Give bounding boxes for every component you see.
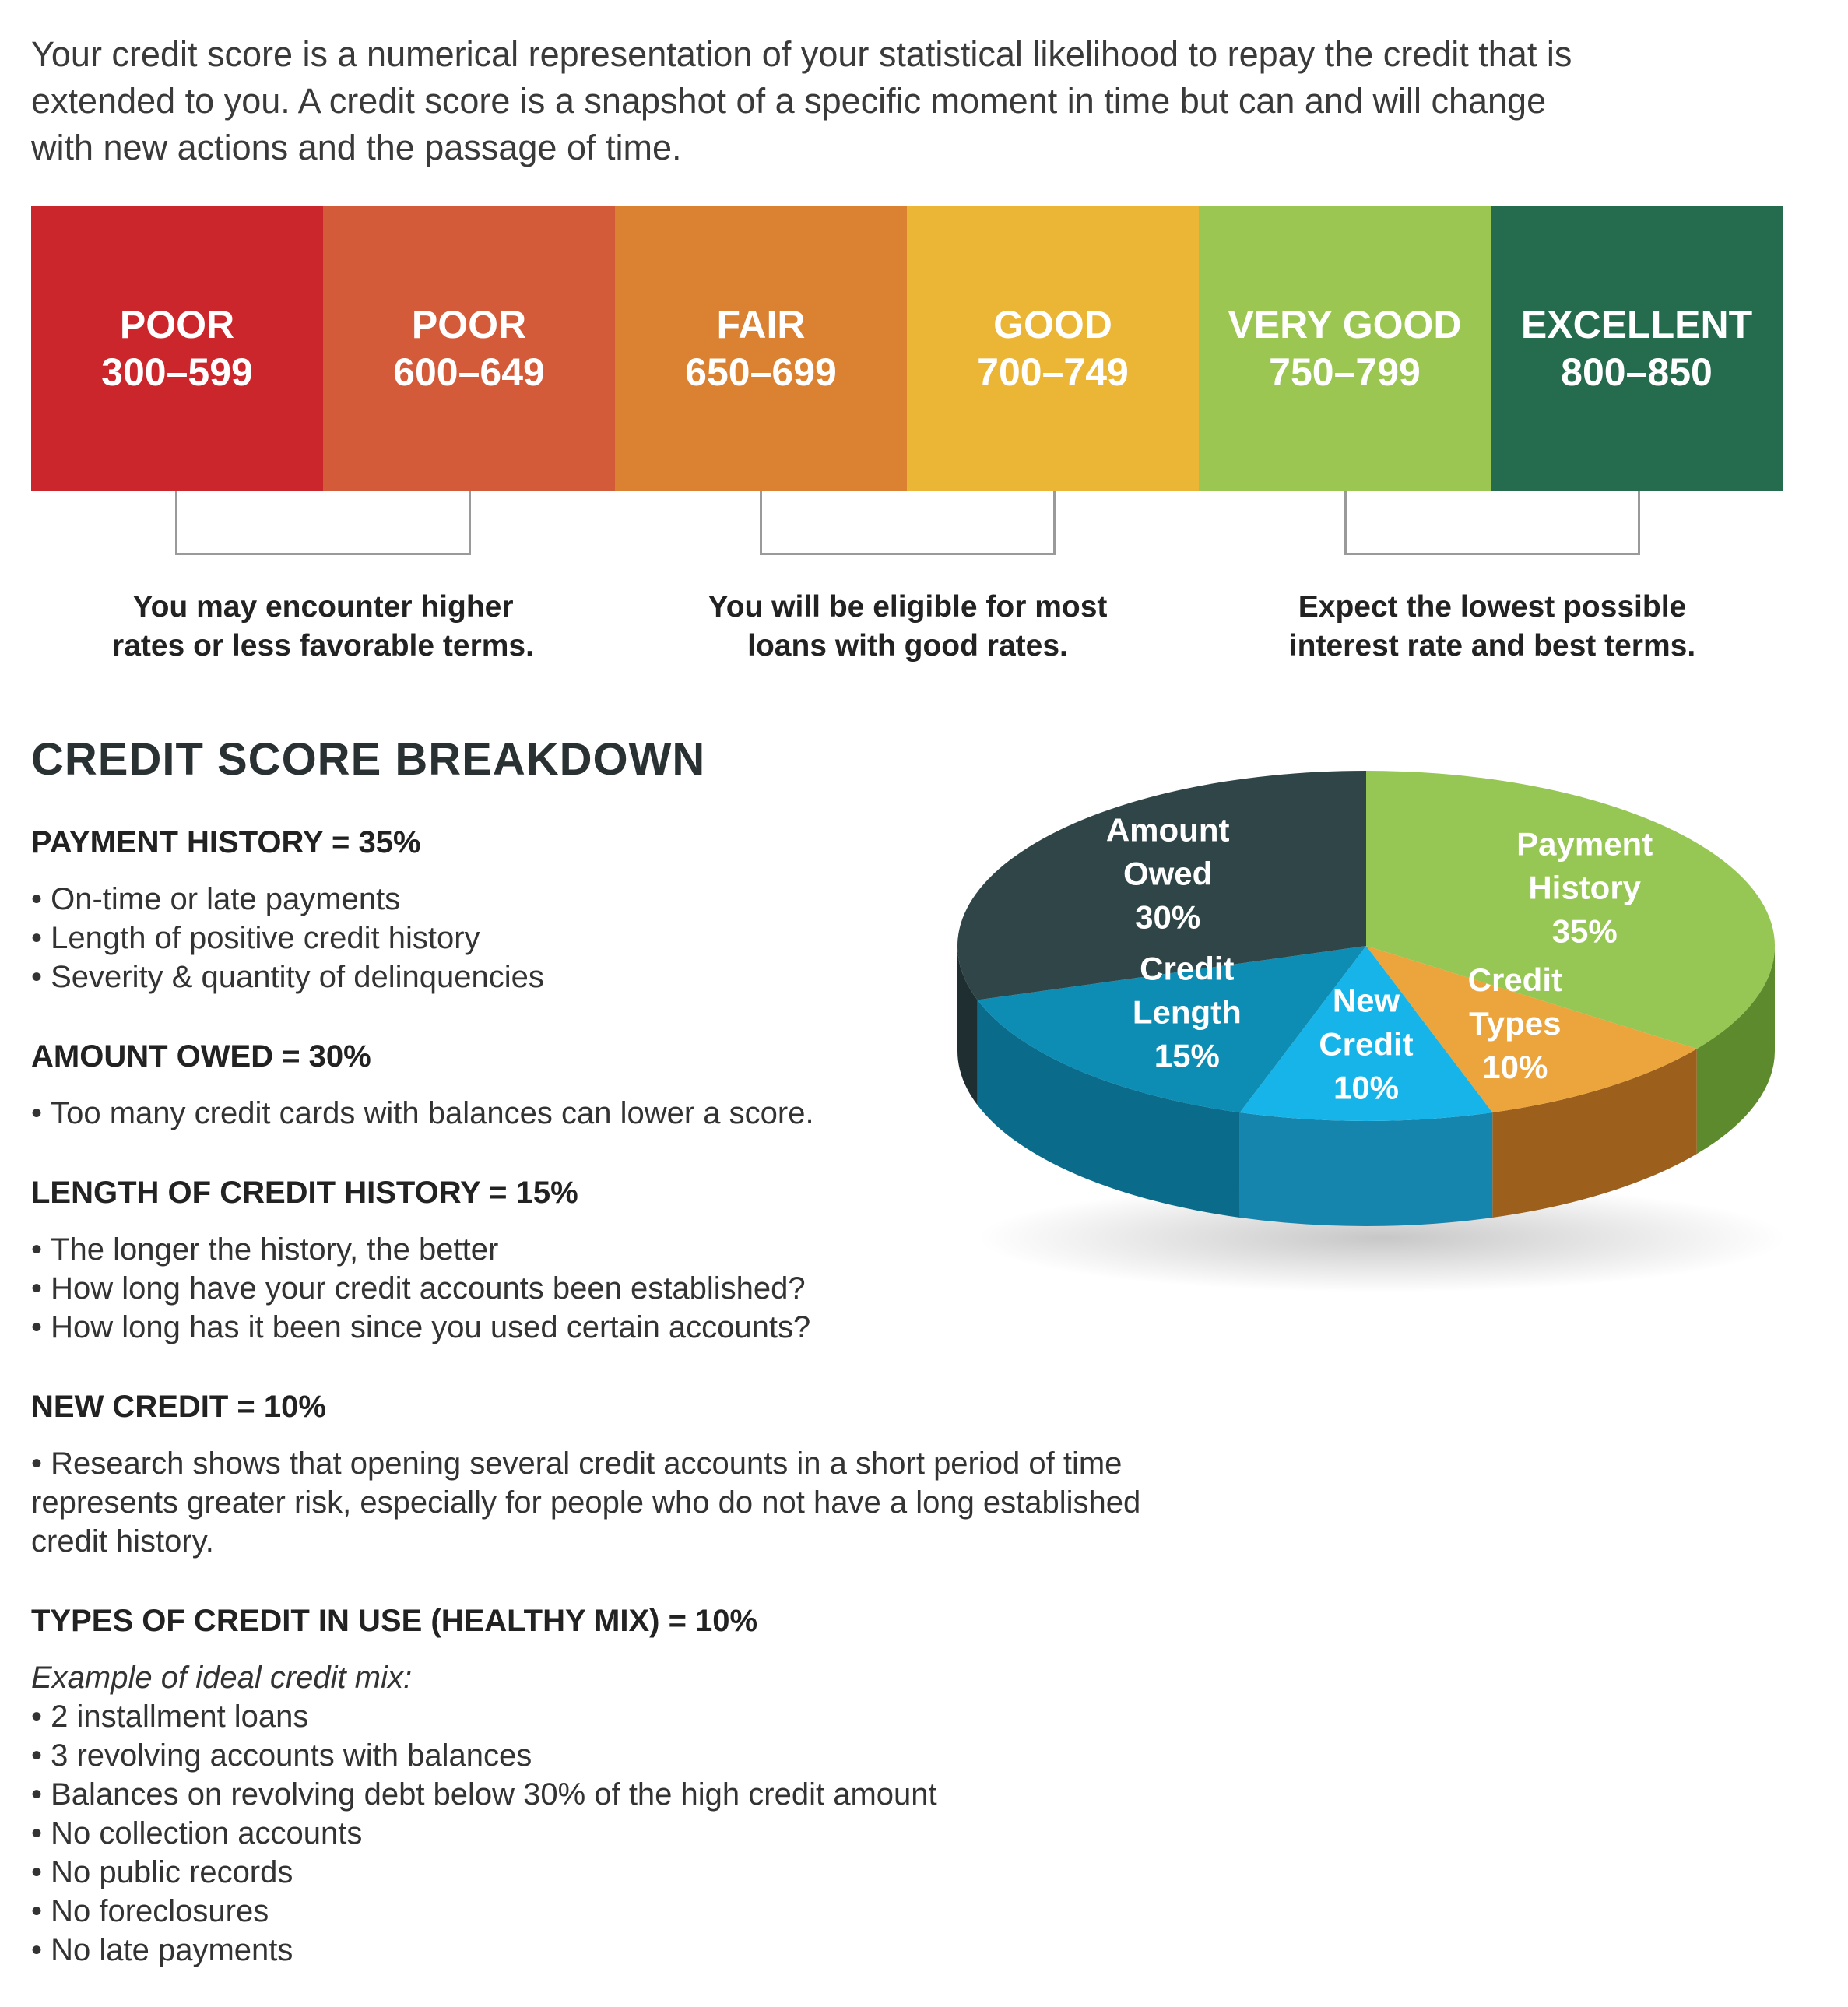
- band-very-good: [1199, 206, 1491, 491]
- list-item: • Severity & quantity of delinquencies: [31, 958, 544, 996]
- band-label: GOOD: [993, 303, 1112, 346]
- band-label: EXCELLENT: [1520, 303, 1753, 346]
- band-label: POOR: [411, 303, 527, 346]
- credit-breakdown-pie-chart: [950, 771, 1814, 1308]
- list-item: • No late payments: [31, 1931, 937, 1970]
- note-line: You may encounter higher: [132, 590, 514, 624]
- list-item: • Length of positive credit history: [31, 919, 544, 958]
- length-history-section: [31, 1172, 810, 1347]
- section-heading: LENGTH OF CREDIT HISTORY = 15%: [31, 1176, 578, 1210]
- note-line: loans with good rates.: [747, 629, 1068, 663]
- paragraph-line: represents greater risk, especially for people who do not have a long established: [31, 1485, 1141, 1520]
- new-credit-section: [31, 1387, 1140, 1561]
- band-range: 600–649: [393, 350, 545, 394]
- intro-line: Your credit score is a numerical representation of your statistical likelihood to repay the credit that is: [31, 34, 1572, 74]
- pie-side-new-credit: [1240, 1112, 1492, 1226]
- intro-line: with new actions and the passage of time.: [31, 128, 682, 167]
- bullet-list: [31, 1230, 810, 1347]
- band-poor-low: [31, 206, 323, 491]
- note-poor: [90, 588, 557, 666]
- note-line: rates or less favorable terms.: [112, 629, 534, 663]
- breakdown-title: CREDIT SCORE BREAKDOWN: [31, 734, 706, 785]
- list-item: • No public records: [31, 1853, 937, 1892]
- intro-line: extended to you. A credit score is a snapshot of a specific moment in time but can and will change: [31, 81, 1547, 121]
- pie-tops: [957, 771, 1775, 1121]
- pie-slice-label: History: [1528, 869, 1642, 906]
- note-line: Expect the lowest possible: [1298, 590, 1687, 624]
- payment-history-section: [31, 822, 544, 996]
- band-poor-high: [323, 206, 615, 491]
- credit-types-section: [31, 1601, 937, 1970]
- pie-value-label: 30%: [1135, 898, 1201, 936]
- band-range: 650–699: [685, 350, 837, 394]
- note-fair-good: [674, 588, 1141, 666]
- bracket-right: [1344, 491, 1640, 555]
- section-heading: NEW CREDIT = 10%: [31, 1390, 326, 1424]
- bracket-left: [175, 491, 471, 555]
- list-item: • How long have your credit accounts been established?: [31, 1269, 810, 1308]
- band-range: 750–799: [1269, 350, 1421, 394]
- pie-slice-label: Credit: [1467, 961, 1563, 998]
- bullet-list: [31, 880, 544, 996]
- pie-slice-label: Credit: [1319, 1025, 1414, 1063]
- list-item: • 2 installment loans: [31, 1697, 937, 1736]
- intro-text: [31, 31, 1790, 171]
- band-range: 700–749: [977, 350, 1129, 394]
- note-line: interest rate and best terms.: [1288, 629, 1696, 663]
- list-item: • The longer the history, the better: [31, 1230, 810, 1269]
- credit-score-scale: [31, 206, 1783, 491]
- section-heading: PAYMENT HISTORY = 35%: [31, 825, 421, 859]
- paragraph-line: • Research shows that opening several credit accounts in a short period of time: [31, 1446, 1123, 1481]
- list-item: • 3 revolving accounts with balances: [31, 1736, 937, 1775]
- pie-slice-label: Credit: [1140, 950, 1235, 987]
- pie-slice-label: Length: [1132, 993, 1242, 1031]
- pie-value-label: 10%: [1482, 1048, 1548, 1085]
- credit-mix-lead: Example of ideal credit mix:: [31, 1661, 413, 1695]
- section-heading: AMOUNT OWED = 30%: [31, 1039, 371, 1074]
- list-item: • How long has it been since you used certain accounts?: [31, 1308, 810, 1347]
- list-item: • No foreclosures: [31, 1892, 937, 1931]
- list-item: • Too many credit cards with balances can lower a score.: [31, 1094, 814, 1133]
- pie-value-label: 35%: [1551, 912, 1618, 950]
- list-item: • No collection accounts: [31, 1814, 937, 1853]
- pie-value-label: 10%: [1333, 1069, 1400, 1106]
- amount-owed-section: [31, 1036, 814, 1133]
- pie-slice-label: Owed: [1123, 855, 1213, 892]
- list-item: • Balances on revolving debt below 30% of the high credit amount: [31, 1775, 937, 1814]
- pie-slice-label: Amount: [1105, 811, 1230, 849]
- pie-slice-label: New: [1332, 982, 1400, 1019]
- band-label: POOR: [119, 303, 235, 346]
- bullet-list: [31, 1094, 814, 1133]
- section-paragraph: [31, 1444, 1140, 1561]
- bullet-list: [31, 1697, 937, 1970]
- note-excellent: [1259, 588, 1726, 666]
- pie-value-label: 15%: [1154, 1037, 1220, 1074]
- band-label: VERY GOOD: [1228, 303, 1462, 346]
- band-fair: [615, 206, 907, 491]
- pie-slice-label: Payment: [1516, 825, 1653, 863]
- band-range: 300–599: [101, 350, 253, 394]
- note-line: You will be eligible for most: [708, 590, 1108, 624]
- band-range: 800–850: [1561, 350, 1713, 394]
- bracket-center: [760, 491, 1056, 555]
- band-excellent: [1491, 206, 1783, 491]
- section-heading: TYPES OF CREDIT IN USE (HEALTHY MIX) = 10%: [31, 1604, 758, 1638]
- list-item: • On-time or late payments: [31, 880, 544, 919]
- pie-slice-label: Types: [1469, 1004, 1562, 1042]
- band-good: [907, 206, 1199, 491]
- paragraph-line: credit history.: [31, 1524, 214, 1559]
- band-label: FAIR: [716, 303, 806, 346]
